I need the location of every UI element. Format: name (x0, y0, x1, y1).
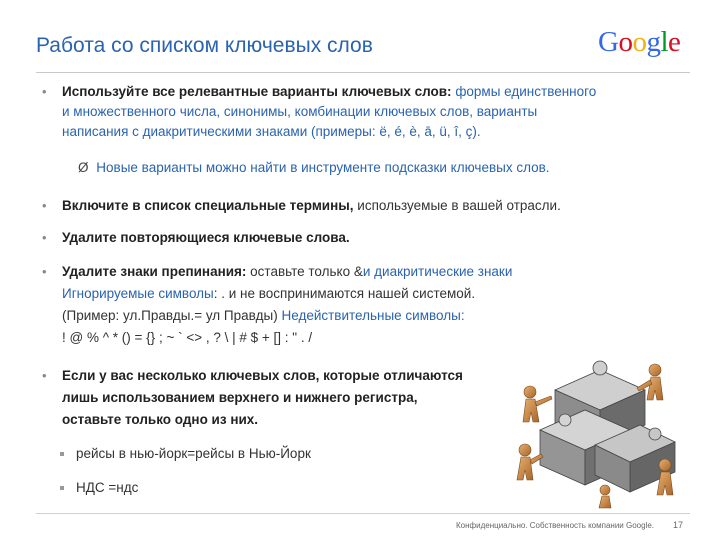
bullet-text: оставьте только & (246, 264, 363, 279)
logo-letter: l (660, 26, 669, 58)
confidential-footer: Конфиденциально. Собственность компании Google. (456, 521, 655, 530)
bullet-dot: • (42, 84, 47, 99)
bullet-case-variants (36, 365, 516, 431)
bullet-remove-punctuation (36, 261, 696, 349)
example-text: НДС =ндс (76, 480, 139, 495)
sub-bullet-text: Новые варианты можно найти в инструменте подсказки ключевых слов. (96, 160, 550, 175)
bullet-bold-text: Используйте все релевантные варианты ключевых слов: (62, 84, 452, 99)
bullet-bold-text: Удалите повторяющиеся ключевые слова. (62, 230, 350, 245)
bullet-bold-text: Удалите знаки препинания: (62, 264, 247, 279)
logo-letter: G (598, 26, 619, 58)
bullet-line: написания с диакритическими знаками (примеры: ë, é, è, ā, ü, î, ç). (62, 124, 481, 139)
bullet-bold-text: лишь использованием верхнего и нижнего регистра, (62, 390, 418, 405)
bullet-bold-text: Включите в список специальные термины, (62, 198, 354, 213)
bullet-blue-text: и диакритические знаки (362, 264, 513, 279)
bullet-dot: • (42, 264, 47, 279)
sub-bullet-suggestion-tool (78, 160, 550, 175)
bullet-bold-text: оставьте только одно из них. (62, 412, 259, 427)
example-text: рейсы в нью-йорк=рейсы в Нью-Йорк (76, 446, 311, 461)
puzzle-figures-illustration (505, 350, 685, 510)
bullet-relevant-variants (36, 82, 696, 142)
google-logo (598, 26, 680, 59)
bullet-remove-duplicates (36, 228, 696, 248)
invalid-symbols-list: ! @ % ^ * () = {} ; ~ ` <> , ? \ | # $ + [] : " . / (62, 330, 313, 345)
bullet-special-terms (36, 196, 696, 216)
title-divider (36, 72, 690, 73)
bullet-text: : . и не воспринимаются нашей системой. (213, 286, 476, 301)
logo-letter: o (618, 26, 633, 58)
square-bullet-icon (60, 486, 64, 490)
invalid-symbols-label: Недействительные символы: (281, 308, 465, 323)
logo-letter: e (668, 26, 681, 58)
logo-letter: o (632, 26, 647, 58)
bullet-line: и множественного числа, синонимы, комбинации ключевых слов, варианты (62, 104, 538, 119)
bullet-text: (Пример: ул.Правды.= ул Правды) (62, 308, 282, 323)
slide-title: Работа со списком ключевых слов (36, 34, 373, 57)
ignored-symbols-label: Игнорируемые символы (62, 286, 214, 301)
page-number: 17 (673, 520, 684, 530)
bullet-text: используемые в вашей отрасли. (353, 198, 561, 213)
square-bullet-icon (60, 452, 64, 456)
bullet-bold-text: Если у вас несколько ключевых слов, которые отличаются (62, 368, 463, 383)
bullet-blue-text: формы единственного (451, 84, 597, 99)
bullet-dot: • (42, 198, 47, 213)
example-item (60, 480, 138, 495)
example-item (60, 446, 311, 461)
bullet-dot: • (42, 230, 47, 245)
logo-letter: g (646, 26, 661, 58)
bullet-dot: • (42, 368, 47, 383)
arrow-bullet-icon: Ø (78, 160, 89, 175)
footer-divider (36, 513, 690, 514)
